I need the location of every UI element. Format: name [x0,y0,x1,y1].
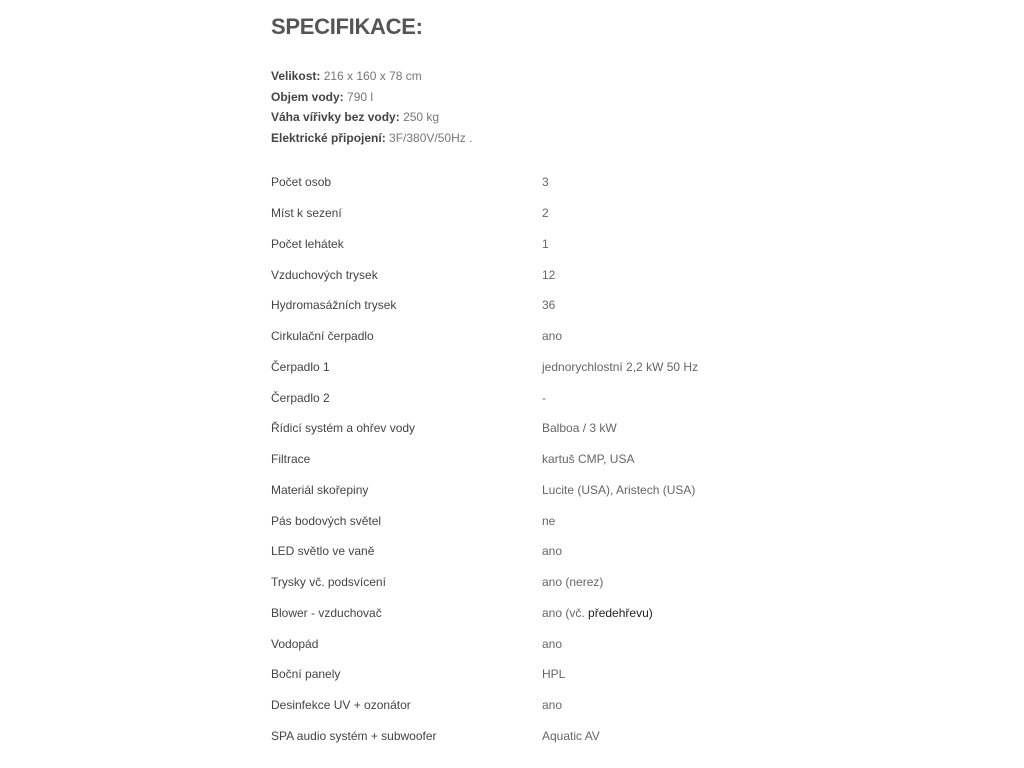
summary-value: 790 l [343,89,374,104]
spec-key: Desinfekce UV + ozonátor [271,698,411,713]
spec-key: LED světlo ve vaně [271,544,375,559]
table-row [271,721,831,752]
summary-weight [271,107,472,128]
spec-value: 36 [542,298,556,313]
spec-key: Blower - vzduchovač [271,605,382,620]
summary-label: Velikost: [271,69,321,83]
table-row [271,444,831,475]
summary-label: Váha vířivky bez vody: [271,110,400,124]
spec-value: 1 [542,236,549,251]
table-row [271,659,831,690]
table-row [271,198,831,229]
table-row [271,628,831,659]
table-row [271,505,831,536]
table-row [271,536,831,567]
summary-value: 3F/380V/50Hz . [385,130,473,145]
spec-key: Řídicí systém a ohřev vody [271,421,416,436]
spec-key: Čerpadlo 1 [271,359,330,374]
summary-electrical [271,128,472,149]
table-row [271,567,831,598]
spec-value: - [542,390,546,405]
table-row [271,167,831,198]
summary-label: Objem vody: [271,89,344,104]
spec-value: ano [542,698,563,713]
page-title: SPECIFIKACE: [271,14,423,39]
spec-value: Aquatic AV [542,728,600,743]
table-row [271,259,831,290]
table-row [271,690,831,721]
spec-key: Boční panely [271,667,341,682]
spec-value: ano [542,329,563,344]
spec-value: 12 [542,267,556,282]
spec-key: Míst k sezení [271,206,342,221]
table-row [271,229,831,260]
spec-table [271,167,831,751]
spec-value: Lucite (USA), Aristech (USA) [542,482,696,497]
spec-value: Balboa / 3 kW [542,421,617,436]
spec-value: ano (nerez) [542,575,604,590]
spec-key: Filtrace [271,452,311,467]
table-row [271,598,831,629]
summary-size [271,66,472,87]
spec-value: HPL [542,667,566,682]
spec-value-part: ano (vč. [542,605,589,620]
table-row [271,413,831,444]
spec-value: ano [542,544,563,559]
summary-value: 216 x 160 x 78 cm [320,69,422,83]
summary-label: Elektrické připojení: [271,130,386,145]
spec-key: SPA audio systém + subwoofer [271,728,437,743]
table-row [271,290,831,321]
spec-value: 3 [542,175,549,190]
spec-key: Počet osob [271,175,332,190]
spec-key: Počet lehátek [271,236,344,251]
spec-value-part: předehřevu) [588,605,653,620]
spec-key: Čerpadlo 2 [271,390,330,405]
spec-key: Cirkulační čerpadlo [271,329,374,344]
spec-value: ano [542,636,563,651]
spec-key: Trysky vč. podsvícení [271,575,386,590]
spec-key: Hydromasážních trysek [271,298,397,313]
summary-block [271,66,472,148]
table-row [271,352,831,383]
spec-value: 2 [542,206,549,221]
table-row [271,382,831,413]
table-row [271,321,831,352]
spec-value: jednorychlostní 2,2 kW 50 Hz [542,359,699,374]
summary-value: 250 kg [399,110,440,124]
spec-value: ne [542,513,556,528]
spec-value: kartuš CMP, USA [542,452,635,467]
spec-key: Pás bodových světel [271,513,382,528]
spec-key: Vzduchových trysek [271,267,378,282]
spec-value [542,598,831,629]
summary-water-volume [271,87,472,108]
spec-key: Vodopád [271,636,319,651]
table-row [271,475,831,506]
spec-key: Materiál skořepiny [271,482,369,497]
